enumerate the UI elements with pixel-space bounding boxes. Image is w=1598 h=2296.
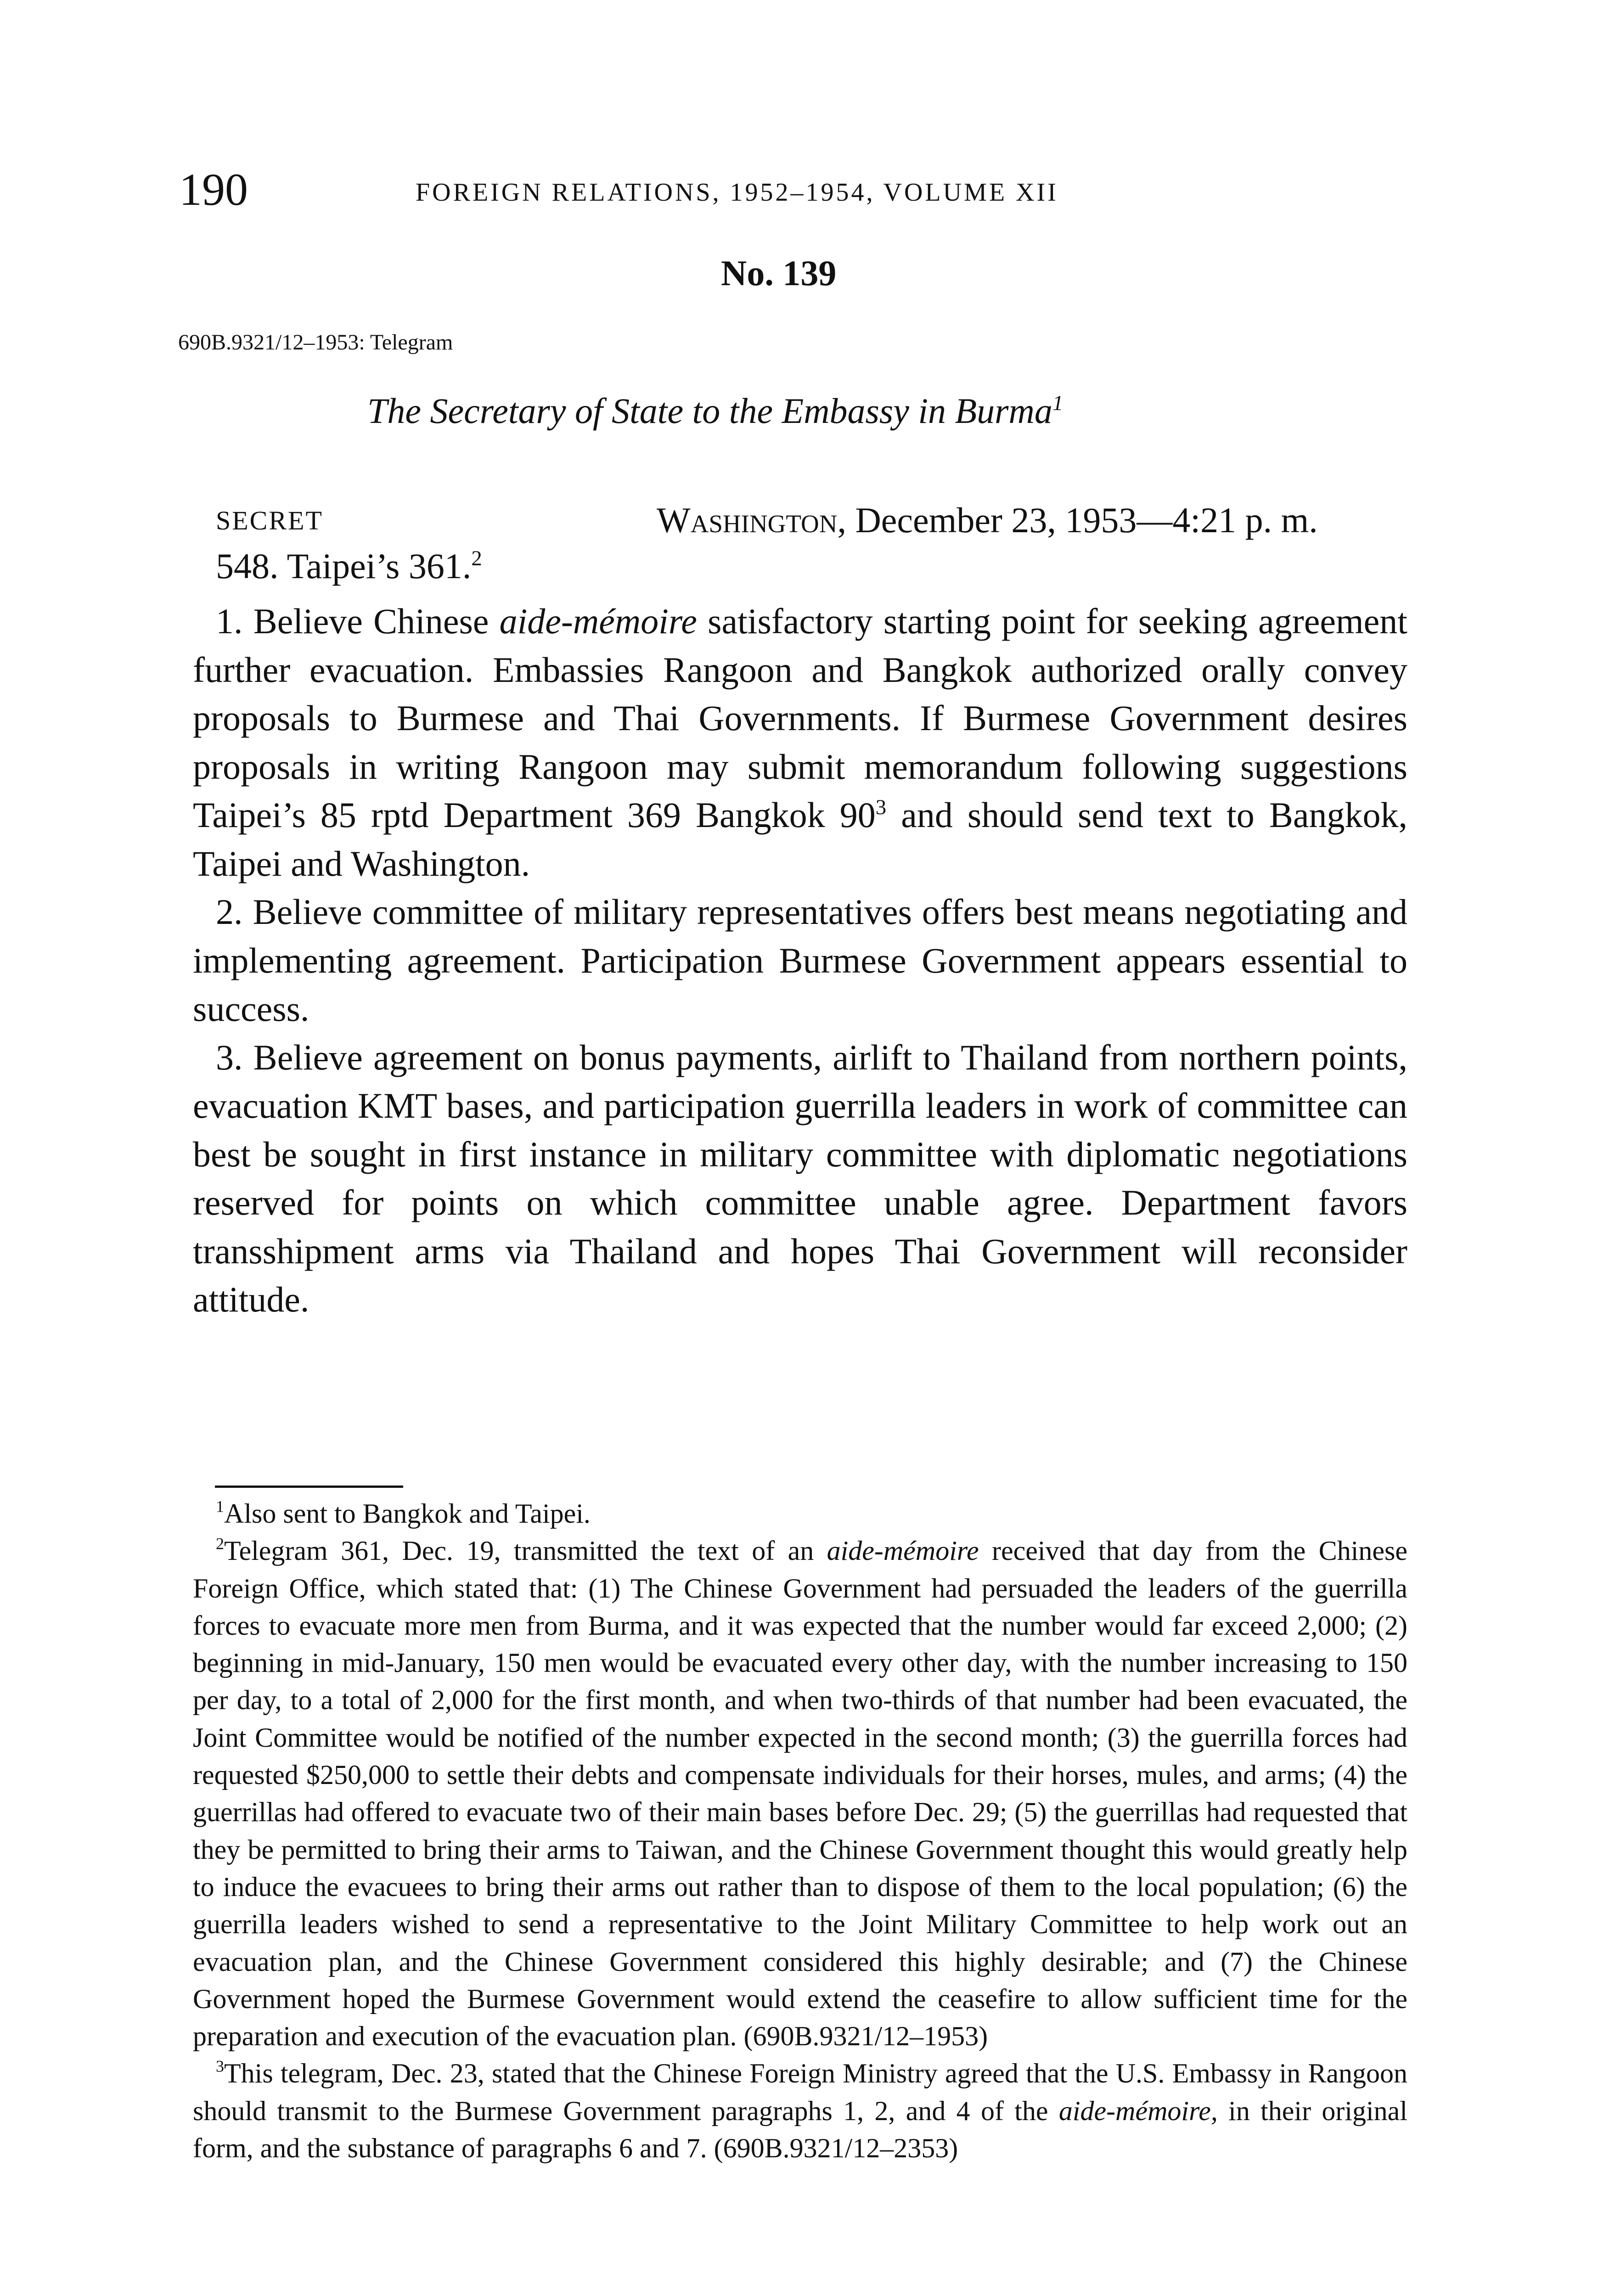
footnote-1-mark: 1: [216, 1497, 224, 1516]
dateline-date: December 23, 1953—4:21 p. m.: [855, 500, 1318, 540]
dateline-place: Washington,: [657, 500, 846, 540]
paragraph-3: 3. Believe agreement on bonus payments, airlift to Thailand from northern points, evacuation KMT bases, and participation guerrilla leaders in work of committee can best be sought in first instance in military committee with diplomatic negotiations reserved for points on which committee unable agree. Department favors transshipment arms via Thailand and hopes Thai Government will reconsider attitude.: [193, 1037, 1407, 1319]
footnote-marker-2: 2: [471, 546, 482, 570]
footnote-3-mark: 3: [216, 2057, 224, 2076]
footnote-1-text: Also sent to Bangkok and Taipei.: [224, 1498, 591, 1529]
paragraph-1: [193, 597, 1407, 888]
footnote-1: [193, 1495, 1407, 1532]
document-title: [367, 390, 1063, 432]
footnote-3-text-a: This telegram, Dec. 23, stated that the Chinese Foreign Ministry agreed that the U.S. Embassy in Rangoon should transmit to the Burmese Government paragraphs 1, 2, and 4 of the: [193, 2058, 1407, 2126]
footnote-3-text-b: in their original form, and the substance of paragraphs 6 and 7. (690B.9321/12–2353): [193, 2095, 1407, 2164]
footnotes: [193, 1495, 1407, 2167]
page-number: 190: [179, 164, 248, 215]
footnote-2-text-a: Telegram 361, Dec. 19, transmitted the text of an: [224, 1536, 827, 1566]
footnote-3: [193, 2055, 1407, 2167]
paragraph-1-text-a: 1. Believe Chinese: [216, 601, 500, 641]
footnote-divider: [215, 1486, 403, 1488]
aide-memoire-term: aide-mémoire: [499, 601, 697, 641]
footnote-2-term: aide-mémoire: [827, 1536, 979, 1566]
classification-label: SECRET: [216, 506, 323, 535]
footnote-2-text-b: received that day from the Chinese Foreign Office, which stated that: (1) The Chinese Government had persuaded the leaders of the guerrilla forces to evacuate more men from Burma, and it was expected that the number would far exceed 2,000; (2) beginning in mid-January, 150 men would be evacuated every other day, with the number increasing to 150 per day, to a total of 2,000 for the first month, and when two-thirds of that number had been evacuated, the Joint Committee would be notified of the number expected in the second month; (3) the guerrilla forces had requested $250,000 to settle their debts and compensate individuals for their horses, mules, and arms; (4) the guerrillas had offered to evacuate two of their main bases before Dec. 29; (5) the guerrillas had requested that they be permitted to bring their arms to Taiwan, and the Chinese Government thought this would greatly help to induce the evacuees to bring their arms out rather than to dispose of them to the local population; (6) the guerrilla leaders wished to send a representative to the Joint Military Committee to help work out an evacuation plan, and the Chinese Government considered this highly desirable; and (7) the Chinese Government hoped the Burmese Government would extend the ceasefire to allow sufficient time for the preparation and execution of the evacuation plan. (690B.9321/12–1953): [193, 1536, 1407, 2052]
footnote-2: [193, 1532, 1407, 2055]
telegram-reference: [216, 546, 482, 587]
telegram-body: [193, 597, 1407, 1324]
file-reference: 690B.9321/12–1953: Telegram: [178, 330, 453, 355]
paragraph-1-text-c: and should send text to Bangkok, Taipei and Washington.: [193, 795, 1407, 884]
footnote-2-mark: 2: [216, 1534, 224, 1553]
dateline: [657, 500, 1318, 541]
paragraph-2: 2. Believe committee of military representatives offers best means negotiating and implementing agreement. Participation Burmese Government appears essential to success.: [193, 892, 1407, 1029]
footnote-3-term: aide-mémoire,: [1058, 2095, 1218, 2126]
running-head-title: FOREIGN RELATIONS, 1952–1954, VOLUME XII: [416, 178, 1058, 207]
paragraph-1-text-b: satisfactory starting point for seeking agreement further evacuation. Embassies Rangoon and Bangkok authorized orally convey proposals to Burmese and Thai Governments. If Burmese Government desires proposals in writing Rangoon may submit memorandum following suggestions Taipei’s 85 rptd Department 369 Bangkok 90: [193, 601, 1407, 835]
telegram-reference-text: 548. Taipei’s 361.: [216, 546, 472, 586]
footnote-marker-3: 3: [875, 795, 887, 819]
document-title-text: The Secretary of State to the Embassy in Burma: [367, 391, 1052, 431]
footnote-marker-1: 1: [1052, 391, 1063, 415]
running-head: [179, 163, 1419, 218]
document-number: No. 139: [721, 253, 837, 293]
